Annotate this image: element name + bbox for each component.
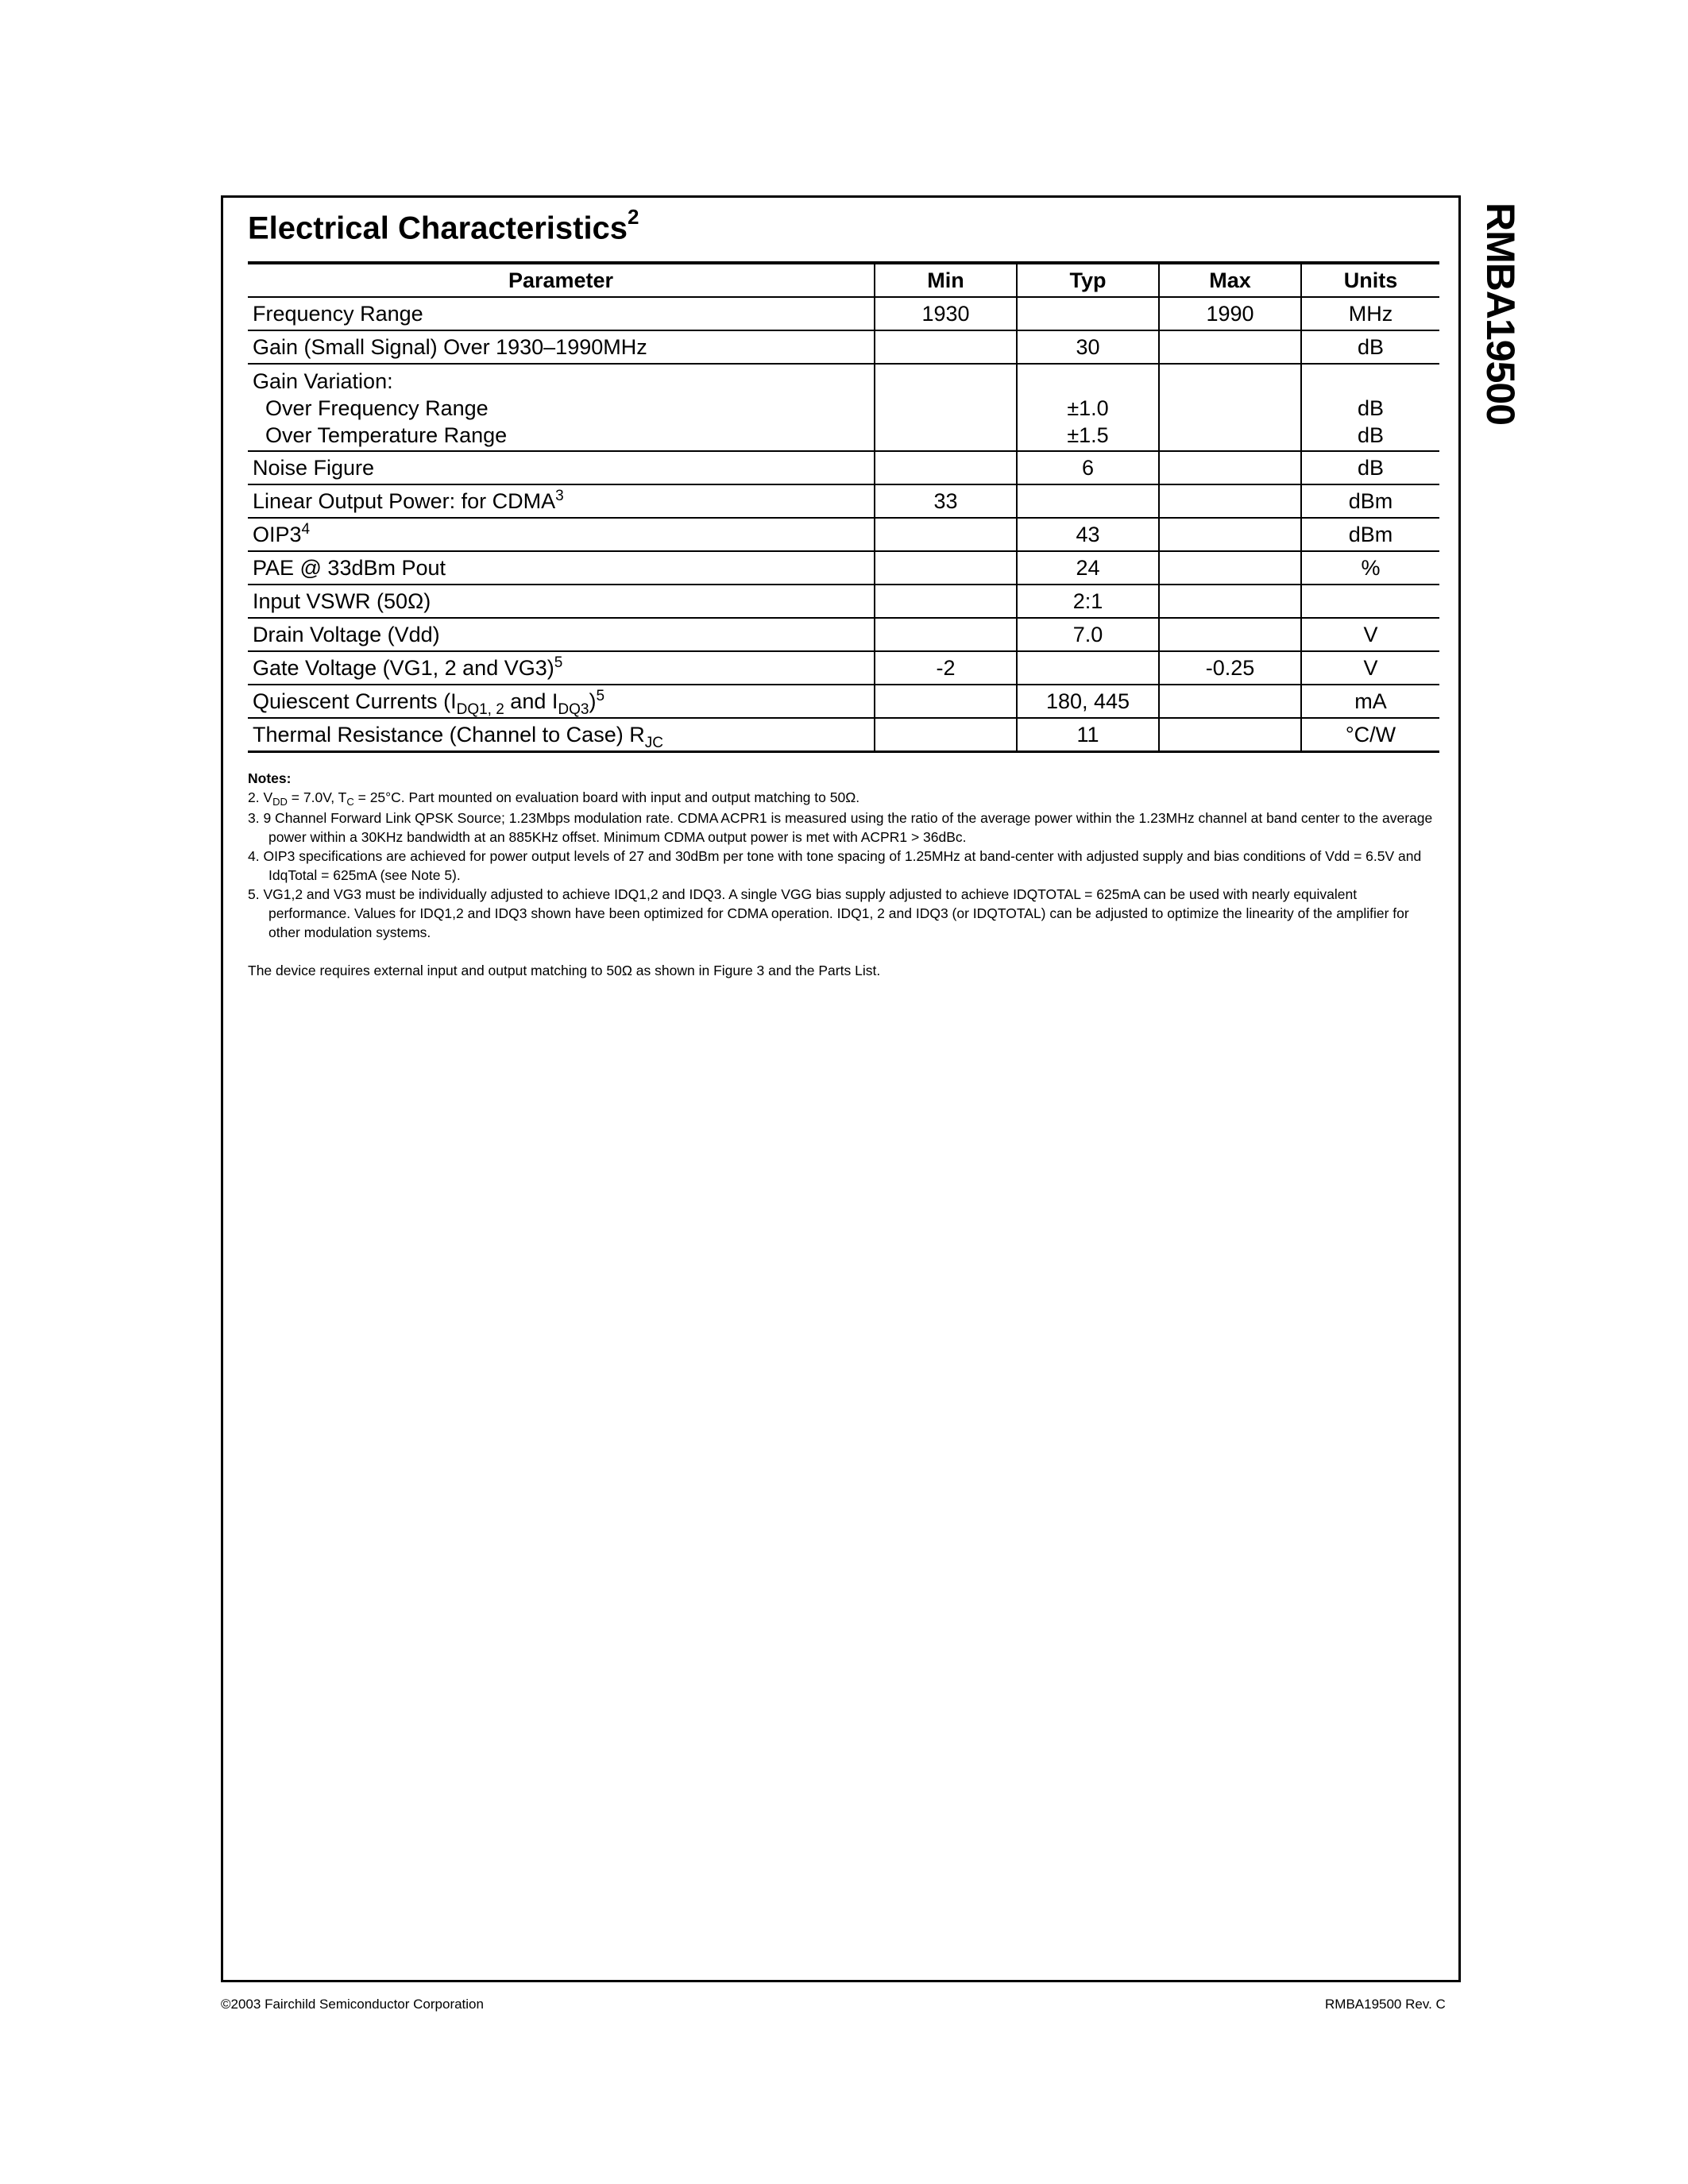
table-row (248, 518, 1439, 551)
min-cell: -2 (875, 651, 1017, 685)
units-cell: °C/W (1301, 718, 1439, 752)
table-row (248, 651, 1439, 685)
table-row (248, 618, 1439, 651)
typ-cell: 11 (1017, 718, 1159, 752)
units-cell: dB (1301, 451, 1439, 484)
col-header-units: Units (1301, 263, 1439, 297)
table-row (248, 364, 1439, 451)
note-2-subscript-1: DD (272, 796, 288, 808)
gain-variation-line-2: Over Temperature Range (265, 423, 508, 447)
typ-cell: 6 (1017, 451, 1159, 484)
param-text-part-2: and I (504, 689, 558, 713)
typ-cell: 2:1 (1017, 585, 1159, 618)
typ-cell (1017, 364, 1159, 451)
min-cell (875, 618, 1017, 651)
min-cell (875, 585, 1017, 618)
param-cell (248, 651, 875, 685)
param-cell (248, 685, 875, 718)
param-cell (248, 718, 875, 752)
units-cell: % (1301, 551, 1439, 585)
table-row (248, 685, 1439, 718)
param-cell (248, 364, 875, 451)
param-cell: Input VSWR (50Ω) (248, 585, 875, 618)
max-cell (1159, 585, 1301, 618)
min-cell (875, 718, 1017, 752)
side-part-number-text: RMBA19500 (1478, 202, 1523, 426)
min-cell (875, 685, 1017, 718)
footnote-ref: 4 (301, 520, 311, 538)
table-row (248, 297, 1439, 330)
param-text: Linear Output Power: for CDMA (253, 488, 556, 513)
max-cell (1159, 451, 1301, 484)
note-2-part-c: = 25°C. Part mounted on evaluation board with input and output matching to 50Ω. (353, 789, 860, 805)
table-row (248, 330, 1439, 364)
title-footnote-ref: 2 (628, 205, 639, 229)
param-cell: PAE @ 33dBm Pout (248, 551, 875, 585)
param-cell: Frequency Range (248, 297, 875, 330)
note-5: 5. VG1,2 and VG3 must be individually adjusted to achieve IDQ1,2 and IDQ3. A single VGG bias supply adjusted to achieve IDQTOTAL = 625mA can be used with nearly equivalent performance. Values for IDQ1,2 and IDQ3 shown have been optimized for CDMA operation. IDQ1, 2 and IDQ3 (or IDQTOTAL) can be adjusted to optimize the linearity of the amplifier for other modulation systems. (248, 886, 1409, 940)
table-row (248, 585, 1439, 618)
electrical-characteristics-table (248, 261, 1439, 753)
units-cell: mA (1301, 685, 1439, 718)
col-header-parameter: Parameter (248, 263, 875, 297)
note-2-subscript-2: C (346, 796, 354, 808)
table-row (248, 551, 1439, 585)
max-cell (1159, 364, 1301, 451)
subscript: JC (644, 734, 663, 751)
typ-cell: 7.0 (1017, 618, 1159, 651)
table-header-row (248, 263, 1439, 297)
param-text: Gate Voltage (VG1, 2 and VG3) (253, 655, 554, 680)
typ-value-2: ±1.5 (1067, 423, 1109, 447)
units-cell: V (1301, 618, 1439, 651)
param-text: Thermal Resistance (Channel to Case) R (253, 722, 645, 747)
subscript-2: DQ3 (558, 700, 589, 718)
param-text-part-3: ) (589, 689, 597, 713)
units-cell: V (1301, 651, 1439, 685)
col-header-typ: Typ (1017, 263, 1159, 297)
table-row (248, 484, 1439, 518)
max-cell (1159, 718, 1301, 752)
param-cell (248, 518, 875, 551)
gain-variation-line-1: Over Frequency Range (265, 396, 489, 420)
units-cell (1301, 585, 1439, 618)
note-2-part-b: = 7.0V, T (287, 789, 347, 805)
note-2-part-a: 2. V (248, 789, 273, 805)
units-value-1: dB (1357, 396, 1385, 420)
param-cell (248, 484, 875, 518)
min-cell: 33 (875, 484, 1017, 518)
max-cell: -0.25 (1159, 651, 1301, 685)
gain-variation-head: Gain Variation: (253, 369, 393, 393)
subscript-1: DQ1, 2 (456, 700, 504, 718)
max-cell (1159, 618, 1301, 651)
note-2 (248, 788, 1439, 808)
param-text: OIP3 (253, 522, 302, 546)
typ-value-1: ±1.0 (1067, 396, 1109, 420)
typ-cell: 24 (1017, 551, 1159, 585)
param-cell: Noise Figure (248, 451, 875, 484)
table-row (248, 718, 1439, 752)
table-row (248, 451, 1439, 484)
page-title-text: Electrical Characteristics (248, 210, 628, 246)
param-cell: Gain (Small Signal) Over 1930–1990MHz (248, 330, 875, 364)
col-header-max: Max (1159, 263, 1301, 297)
footer-revision: RMBA19500 Rev. C (1325, 1997, 1446, 2012)
typ-cell (1017, 651, 1159, 685)
note-3: 3. 9 Channel Forward Link QPSK Source; 1.23Mbps modulation rate. CDMA ACPR1 is measured using the ratio of the average power within the 1.23MHz channel at band center to the average power within a 30KHz bandwidth at an 885KHz offset. Minimum CDMA output power is met with ACPR1 > 36dBc. (248, 810, 1433, 845)
col-header-min: Min (875, 263, 1017, 297)
device-matching-note: The device requires external input and output matching to 50Ω as shown in Figure 3 and the Parts List. (248, 963, 881, 978)
typ-cell (1017, 484, 1159, 518)
typ-cell: 43 (1017, 518, 1159, 551)
max-cell (1159, 685, 1301, 718)
page-title (248, 205, 639, 246)
max-cell (1159, 484, 1301, 518)
units-cell: dBm (1301, 484, 1439, 518)
min-cell (875, 451, 1017, 484)
side-part-number (1468, 199, 1533, 429)
min-cell: 1930 (875, 297, 1017, 330)
note-4: 4. OIP3 specifications are achieved for power output levels of 27 and 30dBm per tone with tone spacing of 1.25MHz at band-center with adjusted supply and bias conditions of Vdd = 6.5V and IdqTotal = 625mA (see Note 5). (248, 848, 1422, 883)
typ-cell: 180, 445 (1017, 685, 1159, 718)
typ-cell (1017, 297, 1159, 330)
min-cell (875, 330, 1017, 364)
min-cell (875, 518, 1017, 551)
notes-heading: Notes: (248, 770, 292, 786)
param-text-part-1: Quiescent Currents (I (253, 689, 457, 713)
min-cell (875, 551, 1017, 585)
max-cell (1159, 330, 1301, 364)
param-cell: Drain Voltage (Vdd) (248, 618, 875, 651)
footnote-ref: 5 (596, 687, 605, 704)
max-cell (1159, 518, 1301, 551)
max-cell (1159, 551, 1301, 585)
footnote-ref: 3 (555, 487, 564, 504)
units-cell: dB (1301, 330, 1439, 364)
units-cell: MHz (1301, 297, 1439, 330)
typ-cell: 30 (1017, 330, 1159, 364)
units-cell: dBm (1301, 518, 1439, 551)
min-cell (875, 364, 1017, 451)
notes-section (248, 769, 1439, 980)
footer-copyright: ©2003 Fairchild Semiconductor Corporation (221, 1997, 484, 2012)
footnote-ref: 5 (554, 654, 563, 671)
units-cell (1301, 364, 1439, 451)
max-cell: 1990 (1159, 297, 1301, 330)
units-value-2: dB (1357, 423, 1385, 447)
